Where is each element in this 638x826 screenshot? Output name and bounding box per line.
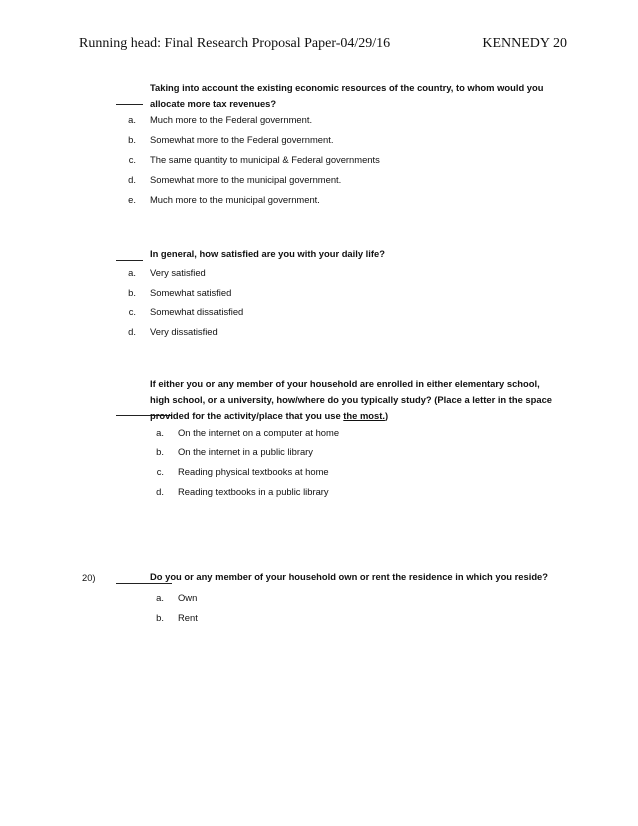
option-letter: d.	[156, 486, 164, 497]
option-letter: d.	[128, 326, 136, 337]
option-letter: c.	[128, 154, 136, 165]
option-letter: c.	[128, 306, 136, 317]
running-head-title: Running head: Final Research Proposal Paper-04/29/16	[79, 36, 391, 51]
question-number: 20)	[82, 572, 96, 583]
option-letter: b.	[156, 612, 164, 623]
option-letter: a.	[156, 427, 164, 438]
page-author-number: KENNEDY 20	[482, 36, 567, 51]
option-letter: d.	[128, 174, 136, 185]
option-text: On the internet in a public library	[178, 446, 313, 457]
option-letter: a.	[156, 592, 164, 603]
option-text: Very satisfied	[150, 267, 206, 278]
question-text-end: )	[384, 410, 389, 421]
answer-blank[interactable]	[116, 260, 143, 261]
option-text: Much more to the Federal government.	[150, 114, 313, 125]
option-text: Rent	[178, 612, 198, 623]
option-letter: b.	[128, 134, 136, 145]
running-header	[79, 36, 567, 56]
option-text: The same quantity to municipal & Federal governments	[150, 154, 380, 165]
question-text-main: If either you or any member of your household are enrolled in either elementary school, high school, or a university, how/where do you typically study? (Place a letter in the space provided for the activity/place that you use	[150, 378, 553, 421]
question-text	[150, 376, 555, 424]
question-text-emphasis: the most.	[343, 410, 385, 421]
option-letter: b.	[156, 446, 164, 457]
option-text: Own	[178, 592, 198, 603]
option-letter: a.	[128, 114, 136, 125]
option-text: Somewhat dissatisfied	[150, 306, 244, 317]
option-text: On the internet on a computer at home	[178, 427, 340, 438]
option-letter: e.	[128, 194, 136, 205]
question-text: In general, how satisfied are you with your daily life?	[150, 248, 385, 259]
question-text: Taking into account the existing economic resources of the country, to whom would you allocate more tax revenues?	[150, 82, 544, 109]
option-text: Very dissatisfied	[150, 326, 218, 337]
question-text: Do you or any member of your household own or rent the residence in which you reside?	[150, 571, 548, 582]
answer-blank[interactable]	[116, 104, 143, 105]
option-text: Reading textbooks in a public library	[178, 486, 329, 497]
option-letter: b.	[128, 287, 136, 298]
option-text: Somewhat more to the municipal government.	[150, 174, 342, 185]
option-text: Much more to the municipal government.	[150, 194, 320, 205]
option-text: Somewhat more to the Federal government.	[150, 134, 334, 145]
option-text: Reading physical textbooks at home	[178, 466, 329, 477]
option-letter: c.	[156, 466, 164, 477]
option-letter: a.	[128, 267, 136, 278]
option-text: Somewhat satisfied	[150, 287, 232, 298]
